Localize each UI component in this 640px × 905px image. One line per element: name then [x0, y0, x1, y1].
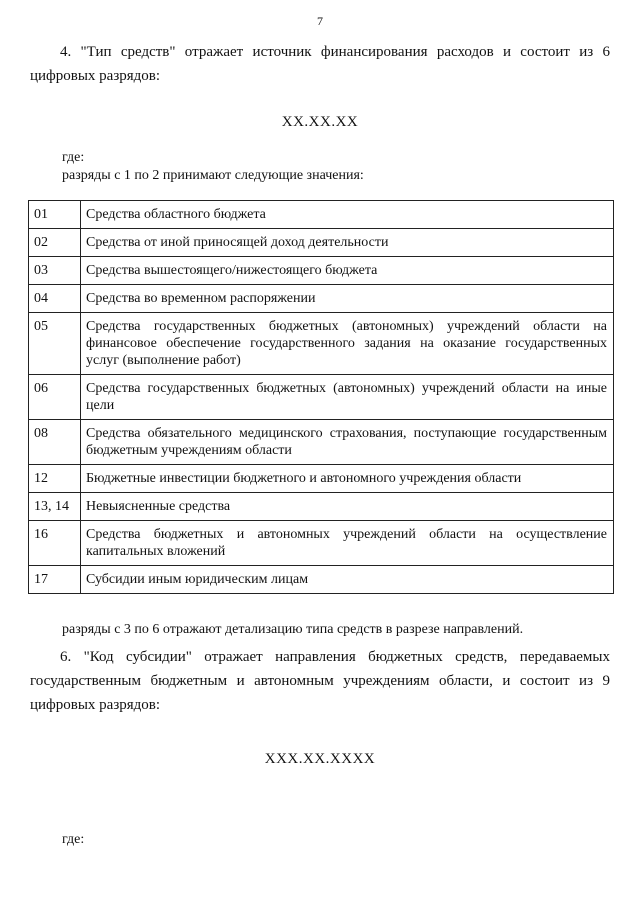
- fund-type-code: 02: [29, 229, 81, 257]
- fund-type-table: [28, 200, 614, 594]
- table-row: [29, 201, 614, 229]
- table-row: [29, 375, 614, 420]
- fund-type-code: 16: [29, 521, 81, 566]
- fund-type-description: Невыясненные средства: [81, 493, 614, 521]
- page-number: 7: [317, 14, 323, 28]
- digits-3-6-note: разряды с 3 по 6 отражают детализацию типа средств в разрезе направлений.: [62, 622, 524, 637]
- fund-type-code: 04: [29, 285, 81, 313]
- where-label: где:: [62, 150, 85, 165]
- table-row: [29, 465, 614, 493]
- fund-type-description: Средства бюджетных и автономных учреждений области на осуществление капитальных вложений: [81, 521, 614, 566]
- table-row: [29, 313, 614, 375]
- fund-type-code: 17: [29, 566, 81, 594]
- section-4-paragraph: 4. "Тип средств" отражает источник финансирования расходов и состоит из 6 цифровых разрядов:: [30, 44, 610, 84]
- fund-type-code: 03: [29, 257, 81, 285]
- table-row: [29, 493, 614, 521]
- section-6-paragraph: 6. "Код субсидии" отражает направления бюджетных средств, передаваемых государственным бюджетным и автономным учреждениям области, и состоит из 9 цифровых разрядов:: [30, 649, 610, 713]
- fund-type-code: 01: [29, 201, 81, 229]
- subsidy-code-format: ХХХ.ХХ.ХХХХ: [264, 751, 376, 767]
- table-row: [29, 420, 614, 465]
- fund-type-description: Средства обязательного медицинского страхования, поступающие государственным бюджетным учреждениям области: [81, 420, 614, 465]
- fund-type-description: Средства вышестоящего/нижестоящего бюджета: [81, 257, 614, 285]
- fund-type-description: Средства государственных бюджетных (автономных) учреждений области на иные цели: [81, 375, 614, 420]
- table-row: [29, 521, 614, 566]
- fund-type-code: 06: [29, 375, 81, 420]
- fund-type-code: 08: [29, 420, 81, 465]
- fund-type-description: Бюджетные инвестиции бюджетного и автономного учреждения области: [81, 465, 614, 493]
- fund-type-description: Средства государственных бюджетных (автономных) учреждений области на финансовое обеспечение государственного задания на оказание государственных услуг (выполнение работ): [81, 313, 614, 375]
- table-row: [29, 285, 614, 313]
- where-label-2: где:: [62, 832, 85, 847]
- table-row: [29, 566, 614, 594]
- fund-type-code: 12: [29, 465, 81, 493]
- table-row: [29, 257, 614, 285]
- fund-type-description: Субсидии иным юридическим лицам: [81, 566, 614, 594]
- table-row: [29, 229, 614, 257]
- fund-type-description: Средства областного бюджета: [81, 201, 614, 229]
- fund-type-code: 05: [29, 313, 81, 375]
- fund-type-code: 13, 14: [29, 493, 81, 521]
- fund-type-description: Средства от иной приносящей доход деятельности: [81, 229, 614, 257]
- type-code-format: ХХ.ХХ.ХХ: [281, 114, 359, 130]
- fund-type-description: Средства во временном распоряжении: [81, 285, 614, 313]
- digits-intro: разряды с 1 по 2 принимают следующие значения:: [62, 168, 364, 183]
